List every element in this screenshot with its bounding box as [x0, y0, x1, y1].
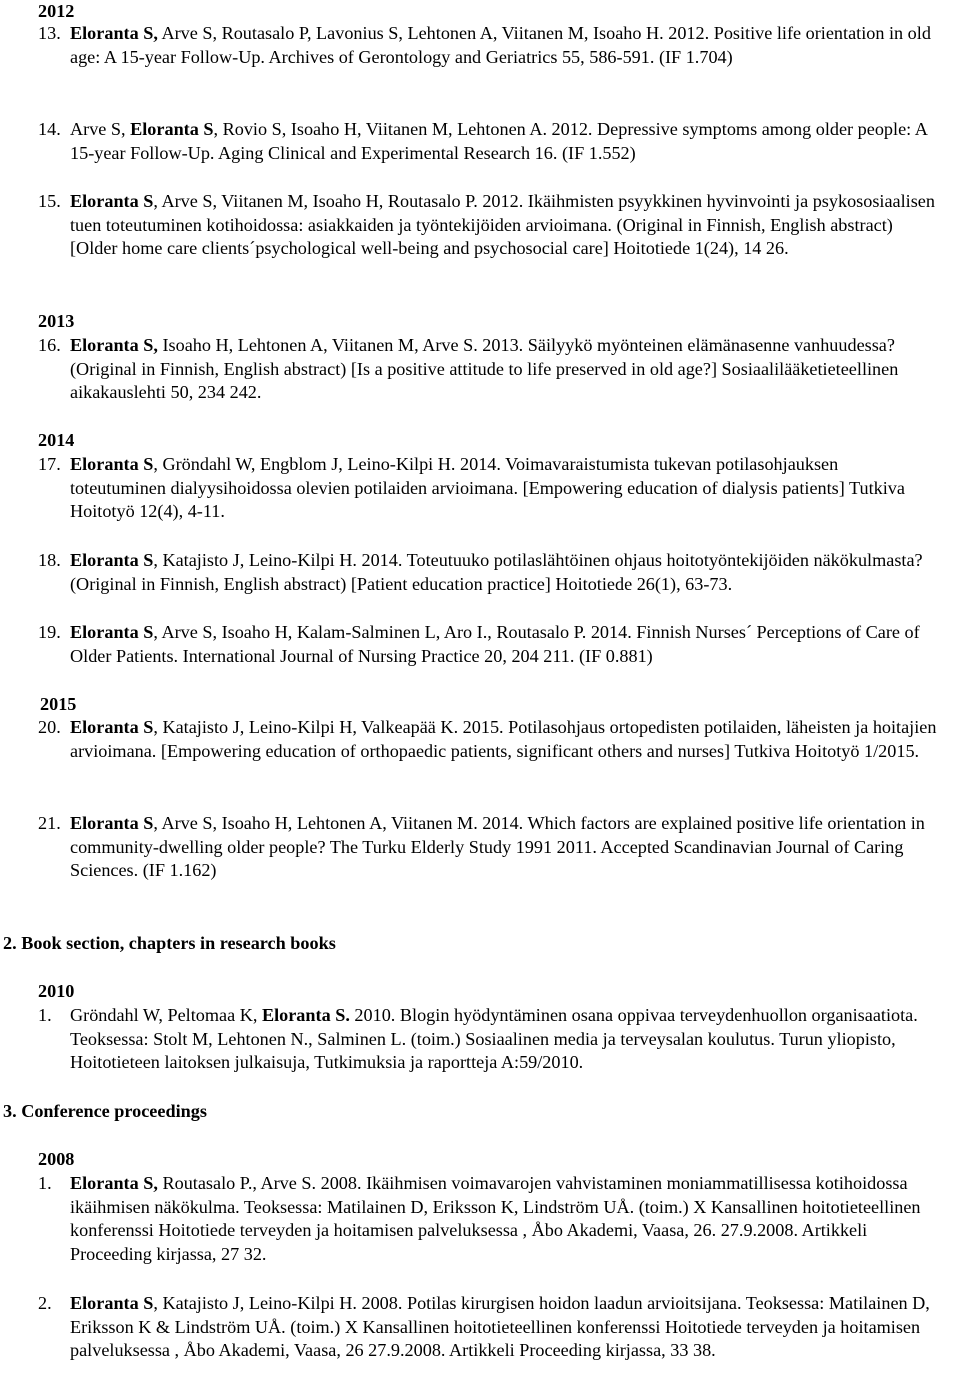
entry-number: 17. [38, 454, 61, 474]
conference-entry-1 [38, 1172, 938, 1266]
year-heading-2014: 2014 [38, 430, 75, 450]
author-highlight: Eloranta S, [70, 1173, 158, 1193]
entry-text: Eloranta S, Isoaho H, Lehtonen A, Viitanen M, Arve S. 2013. Säilyykö myönteinen elämänasenne vanhuudessa? (Original in Finnish, English abstract) [Is a positive attitude to life preserved in old age?] Sosiaalilääketieteellinen aikakauslehti 50, 234 242. [70, 335, 899, 403]
entry-text: Eloranta S, Arve S, Isoaho H, Lehtonen A, Viitanen M. 2014. Which factors are explained positive life orientation in community-dwelling older people? The Turku Elderly Study 1991 2011. Accepted Scandinavian Journal of Caring Sciences. (IF 1.162) [70, 813, 925, 881]
entry-text: Gröndahl W, Peltomaa K, Eloranta S. 2010. Blogin hyödyntäminen osana oppivaa terveydenhuollon organisaatiota. Teoksessa: Stolt M, Lehtonen N., Salminen L. (toim.) Sosiaalinen media ja terveysalan koulutus. Turun yliopisto, Hoitotieteen laitoksen julkaisuja, Tutkimuksia ja raportteja A:59/2010. [70, 1005, 918, 1073]
author-highlight: Eloranta S [70, 717, 154, 737]
entry-text: Eloranta S, Katajisto J, Leino-Kilpi H. 2014. Toteutuuko potilaslähtöinen ohjaus hoitotyöntekijöiden näkökulmasta? (Original in Finnish, English abstract) [Patient education practice] Hoitotiede 26(1), 63-73. [70, 550, 923, 594]
entry-text: Eloranta S, Katajisto J, Leino-Kilpi H. 2008. Potilas kirurgisen hoidon laadun arvioitsijana. Teoksessa: Matilainen D, Eriksson K & Lindström UÅ. (toim.) X Kansallinen hoitotieteellinen konferenssi Hoitotiede terveyden ja hoitamisen palveluksessa , Åbo Akademi, Vaasa, 26 27.9.2008. Artikkeli Proceeding kirjassa, 33 38. [70, 1293, 930, 1361]
entry-number: 19. [38, 622, 61, 642]
section-heading-conference: 3. Conference proceedings [3, 1101, 207, 1121]
publication-entry-15 [38, 190, 938, 261]
section-heading-book: 2. Book section, chapters in research books [3, 933, 336, 953]
year-heading-2010: 2010 [38, 981, 75, 1001]
entry-text: Eloranta S, Katajisto J, Leino-Kilpi H, Valkeapää K. 2015. Potilasohjaus ortopedisten potilaiden, läheisten ja hoitajien arvioimana. [Empowering education of orthopaedic patients, significant others and nurses] Tutkiva Hoitotyö 1/2015. [70, 717, 937, 761]
publication-entry-16 [38, 334, 938, 405]
author-highlight: Eloranta S, [70, 335, 158, 355]
conference-entry-2 [38, 1292, 938, 1363]
author-highlight: Eloranta S [130, 119, 214, 139]
author-highlight: Eloranta S [70, 622, 154, 642]
publication-entry-14 [38, 118, 938, 165]
year-heading-2013: 2013 [38, 311, 75, 331]
entry-text: Eloranta S, Arve S, Viitanen M, Isoaho H, Routasalo P. 2012. Ikäihmisten psyykkinen hyvinvointi ja psykososiaalisen tuen toteutuminen kotihoidossa: asiakkaiden ja työntekijöiden arvioimana. (Original in Finnish, English abstract) [Older home care clients´psychological well-being and psychosocial care] Hoitotiede 1(24), 14 26. [70, 191, 935, 259]
year-heading-2015: 2015 [40, 694, 77, 714]
publication-entry-13 [38, 22, 938, 69]
author-highlight: Eloranta S [70, 191, 154, 211]
entry-text: Eloranta S, Arve S, Routasalo P, Lavonius S, Lehtonen A, Viitanen M, Isoaho H. 2012. Positive life orientation in old age: A 15-year Follow-Up. Archives of Gerontology and Geriatrics 55, 586-591. (IF 1.704) [70, 23, 931, 67]
author-highlight: Eloranta S, [70, 23, 158, 43]
entry-number: 1. [38, 1005, 52, 1025]
author-highlight: Eloranta S [70, 813, 154, 833]
entry-number: 20. [38, 717, 61, 737]
entry-text: Eloranta S, Gröndahl W, Engblom J, Leino-Kilpi H. 2014. Voimavaraistumista tukevan potilasohjauksen toteutuminen dialyysihoidossa olevien potilaiden arvioimana. [Empowering education of dialysis patients] Tutkiva Hoitotyö 12(4), 4-11. [70, 454, 905, 522]
entry-number: 14. [38, 119, 61, 139]
author-highlight: Eloranta S [70, 1293, 154, 1313]
publication-entry-19 [38, 621, 938, 668]
entry-number: 13. [38, 23, 61, 43]
entry-number: 15. [38, 191, 61, 211]
book-entry-1 [38, 1004, 938, 1075]
publication-entry-21 [38, 812, 938, 883]
publication-entry-17 [38, 453, 938, 524]
entry-text: Arve S, Eloranta S, Rovio S, Isoaho H, Viitanen M, Lehtonen A. 2012. Depressive symptoms among older people: A 15-year Follow-Up. Aging Clinical and Experimental Research 16. (IF 1.552) [70, 119, 927, 163]
entry-text: Eloranta S, Arve S, Isoaho H, Kalam-Salminen L, Aro I., Routasalo P. 2014. Finnish Nurses´ Perceptions of Care of Older Patients. International Journal of Nursing Practice 20, 204 211. (IF 0.881) [70, 622, 920, 666]
entry-number: 16. [38, 335, 61, 355]
publication-entry-18 [38, 549, 938, 596]
entry-text: Eloranta S, Routasalo P., Arve S. 2008. Ikäihmisen voimavarojen vahvistaminen moniammatillisessa kotihoidossa ikäihmisen näkökulma. Teoksessa: Matilainen D, Eriksson K, Lindström UÅ. (toim.) X Kansallinen hoitotieteellinen konferenssi Hoitotiede terveyden ja hoitamisen palveluksessa , Åbo Akademi, Vaasa, 26. 27.9.2008. Artikkeli Proceeding kirjassa, 27 32. [70, 1173, 921, 1264]
author-highlight: Eloranta S [70, 550, 154, 570]
year-heading-2008: 2008 [38, 1149, 75, 1169]
author-highlight: Eloranta S [70, 454, 154, 474]
entry-number: 2. [38, 1293, 52, 1313]
entry-number: 1. [38, 1173, 52, 1193]
entry-number: 21. [38, 813, 61, 833]
year-heading-2012: 2012 [38, 1, 75, 21]
publication-entry-20 [38, 716, 938, 763]
author-highlight: Eloranta S. [261, 1005, 350, 1025]
entry-number: 18. [38, 550, 61, 570]
